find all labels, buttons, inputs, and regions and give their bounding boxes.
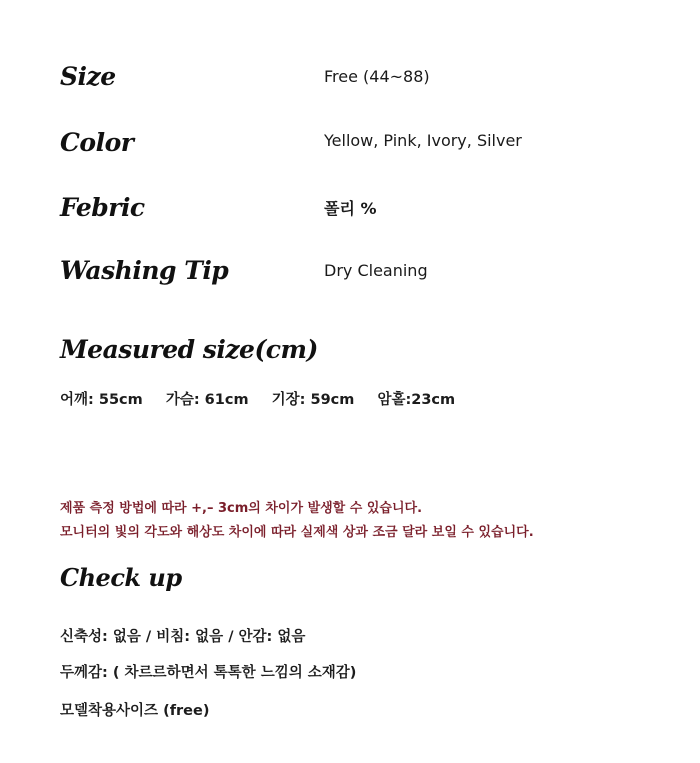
washing-tip-label: Washing Tip: [60, 256, 229, 285]
check-up-heading: Check up: [60, 563, 182, 592]
washing-tip-value: Dry Cleaning: [324, 261, 428, 280]
measured-size-heading: Measured size(cm): [60, 335, 318, 364]
checkup-line-model-size: 모델착용사이즈 (free): [60, 703, 210, 719]
size-value: Free (44~88): [324, 67, 430, 86]
fabric-label: Febric: [60, 193, 145, 222]
shoulder-measure: 어깨: 55cm: [60, 392, 143, 408]
measurements-row: [60, 388, 473, 409]
color-value: Yellow, Pink, Ivory, Silver: [324, 131, 522, 150]
fabric-value: 폴리 %: [324, 199, 377, 218]
color-note: 모니터의 빛의 각도와 해상도 차이에 따라 실제색 상과 조금 달라 보일 수 있습니다.: [60, 525, 534, 540]
size-label: Size: [60, 62, 116, 91]
measure-note: 제품 측정 방법에 따라 +,– 3cm의 차이가 발생할 수 있습니다.: [60, 501, 423, 516]
armhole-measure: 암홀:23cm: [377, 392, 456, 408]
length-measure: 기장: 59cm: [271, 392, 355, 408]
checkup-line-thickness: 두께감: ( 차르르하면서 톡톡한 느낌의 소재감): [60, 665, 357, 681]
color-label: Color: [60, 128, 134, 157]
chest-measure: 가슴: 61cm: [165, 392, 249, 408]
checkup-line-stretch: 신축성: 없음 / 비침: 없음 / 안감: 없음: [60, 629, 306, 645]
